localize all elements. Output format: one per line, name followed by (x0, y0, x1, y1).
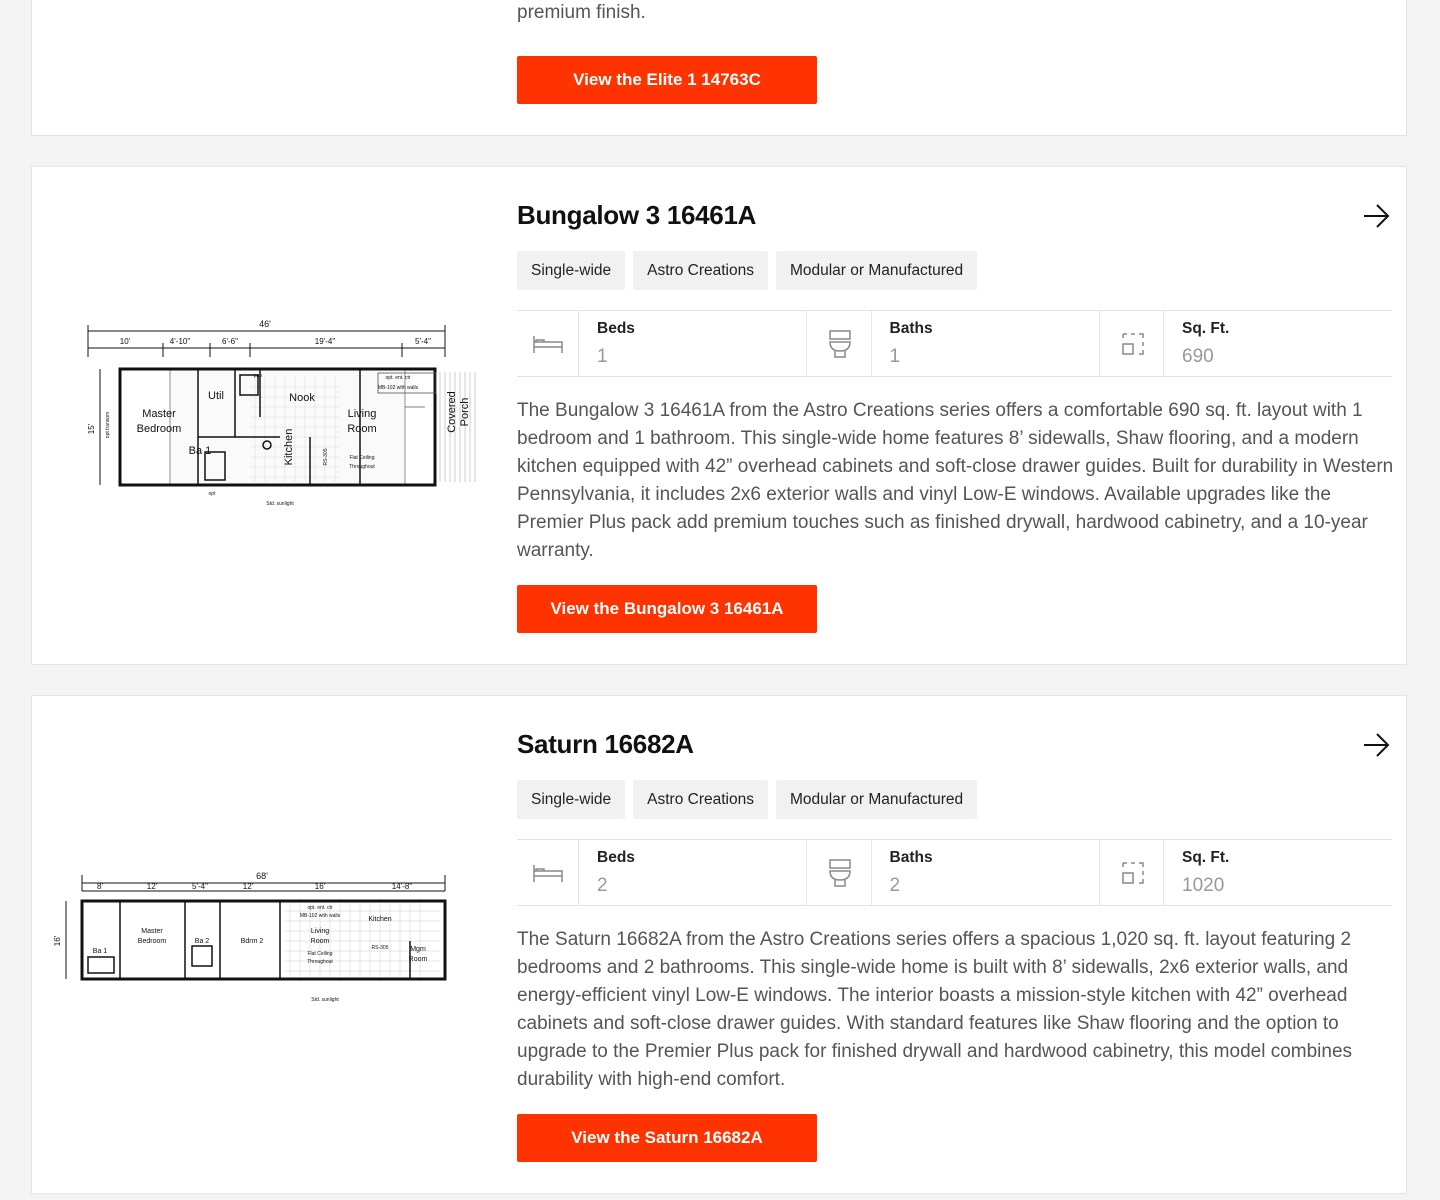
plan-room-label: Bdrm 2 (240, 938, 264, 945)
sqft-value: 690 (1182, 346, 1214, 367)
plan-dimension-label: 16' (314, 882, 326, 891)
sqft-label: Sq. Ft. (1182, 320, 1230, 337)
stat-baths (810, 840, 1103, 905)
baths-label: Baths (889, 849, 933, 866)
stat-beds (517, 840, 810, 905)
plan-room-label: Ba 1 (188, 445, 212, 457)
arrow-right-icon[interactable] (1362, 732, 1392, 758)
plan-note: RS-305 (371, 945, 389, 951)
listing-card (31, 166, 1407, 665)
stat-baths (810, 311, 1103, 376)
area-icon (1102, 311, 1164, 376)
plan-room-label: Ba 2 (194, 938, 210, 945)
view-model-button[interactable]: View the Elite 1 14763C (517, 56, 817, 104)
stats-row (517, 839, 1392, 906)
plan-overall-dimension: 46' (259, 319, 271, 329)
tag-list (517, 780, 977, 819)
plan-room-label: Porch (459, 397, 471, 427)
toilet-icon (810, 311, 872, 376)
plan-dimension-label: 4'-10" (169, 337, 191, 346)
plan-note: MB-102 with walls (377, 385, 419, 391)
plan-room-label: Ba 1 (92, 948, 108, 955)
stat-beds (517, 311, 810, 376)
plan-note: pan (253, 373, 263, 379)
beds-value: 1 (597, 346, 608, 367)
sqft-label: Sq. Ft. (1182, 849, 1230, 866)
plan-note: opt transom (105, 411, 111, 439)
listing-card-elite (31, 0, 1407, 136)
tag-list (517, 251, 977, 290)
floor-plan-image (80, 317, 480, 522)
plan-note: opt (208, 491, 216, 497)
plan-room-label: Room (347, 423, 377, 435)
plan-dimension-label: 5'-4" (192, 882, 208, 891)
plan-depth-label: 15' (87, 423, 96, 435)
plan-dimension-label: 8' (97, 882, 103, 891)
plan-room-label: Master (142, 408, 176, 420)
baths-value: 2 (889, 875, 901, 896)
listing-description: premium finish. (517, 2, 646, 23)
plan-note: RS-305 (323, 448, 329, 466)
tag-home-type: Single-wide (517, 780, 625, 819)
plan-overall-dimension: 68' (256, 871, 268, 881)
plan-dimension-label: 12' (242, 882, 254, 891)
plan-room-label: Room (310, 938, 330, 945)
plan-note: MB-102 with walls (299, 913, 341, 919)
plan-dimension-label: 12' (146, 882, 158, 891)
beds-label: Beds (597, 320, 635, 337)
tag-construction: Modular or Manufactured (776, 251, 977, 290)
plan-note: Std. sunlight (311, 997, 339, 1003)
tag-series: Astro Creations (633, 780, 768, 819)
plan-room-label: Nook (289, 392, 315, 404)
listing-title[interactable]: Bungalow 3 16461A (517, 200, 757, 230)
plan-depth-label: 16' (53, 935, 62, 947)
plan-room-label: Room (408, 956, 428, 963)
plan-dimension-label: 5'-4" (415, 337, 431, 346)
plan-note: opt. ent. ctr (385, 375, 411, 381)
arrow-right-icon[interactable] (1362, 203, 1392, 229)
plan-note: opt. ent. ctr (307, 905, 333, 911)
tag-home-type: Single-wide (517, 251, 625, 290)
listing-description: The Saturn 16682A from the Astro Creations series offers a spacious 1,020 sq. ft. layout featuring 2 bedrooms and 2 bathrooms. This single-wide home is built with 8’ sidewalls, 2x6 exterior walls, and energy-efficient vinyl Low-E windows. The interior boasts a mission-style kitchen with 42” overhead cabinets and soft-close drawer guides. With standard features like Shaw flooring and the option to upgrade to the Premier Plus pack for finished drywall and hardwood cabinetry, this model combines durability with high-end comfort. (517, 929, 1353, 1090)
plan-room-label: Living (310, 928, 330, 935)
stats-row (517, 310, 1392, 377)
plan-room-label: Master (141, 928, 163, 935)
plan-note: Flat Ceiling (349, 455, 375, 461)
plan-dimension-label: 10' (119, 337, 131, 346)
baths-label: Baths (889, 320, 933, 337)
beds-value: 2 (597, 875, 608, 896)
plan-dimension-label: 6'-6" (222, 337, 238, 346)
plan-room-label: Bedroom (137, 938, 167, 945)
bed-icon (517, 840, 579, 905)
plan-dimension-label: 14'-8" (391, 882, 413, 891)
listing-description: The Bungalow 3 16461A from the Astro Creations series offers a comfortable 690 sq. ft. layout with 1 bedroom and 1 bathroom. This single-wide home features 8’ sidewalls, Shaw flooring, and a modern kitchen equipped with 42” overhead cabinets and soft-close drawer guides. Built for durability in Western Pennsylvania, it includes 2x6 exterior walls and vinyl Low-E windows. Available upgrades like the Premier Plus pack add premium touches such as finished drywall, hardwood cabinetry, and a 10-year warranty. (517, 400, 1394, 561)
plan-room-label: Util (208, 390, 224, 402)
plan-room-label: Kitchen (283, 428, 295, 466)
plan-room-label: Covered (446, 391, 458, 433)
plan-room-label: Bedroom (136, 423, 182, 435)
baths-value: 1 (889, 346, 901, 367)
floor-plan-image (53, 871, 480, 1021)
stat-sqft (1102, 840, 1392, 905)
plan-room-label: Kitchen (368, 916, 392, 923)
plan-note: Flat Ceiling (307, 951, 333, 957)
plan-note: Throughout (349, 464, 375, 470)
plan-dimension-label: 19'-4" (314, 337, 336, 346)
beds-label: Beds (597, 849, 635, 866)
view-model-button[interactable]: View the Saturn 16682A (517, 1114, 817, 1162)
toilet-icon (810, 840, 872, 905)
plan-room-label: Mgm (410, 946, 426, 953)
listing-card (31, 695, 1407, 1194)
stat-sqft (1102, 311, 1392, 376)
sqft-value: 1020 (1182, 875, 1225, 896)
bed-icon (517, 311, 579, 376)
view-model-button[interactable]: View the Bungalow 3 16461A (517, 585, 817, 633)
plan-note: Std. sunlight (266, 501, 294, 507)
listing-title[interactable]: Saturn 16682A (517, 729, 694, 759)
tag-construction: Modular or Manufactured (776, 780, 977, 819)
tag-series: Astro Creations (633, 251, 768, 290)
plan-note: Throughout (307, 959, 333, 965)
area-icon (1102, 840, 1164, 905)
plan-room-label: Living (347, 408, 377, 420)
